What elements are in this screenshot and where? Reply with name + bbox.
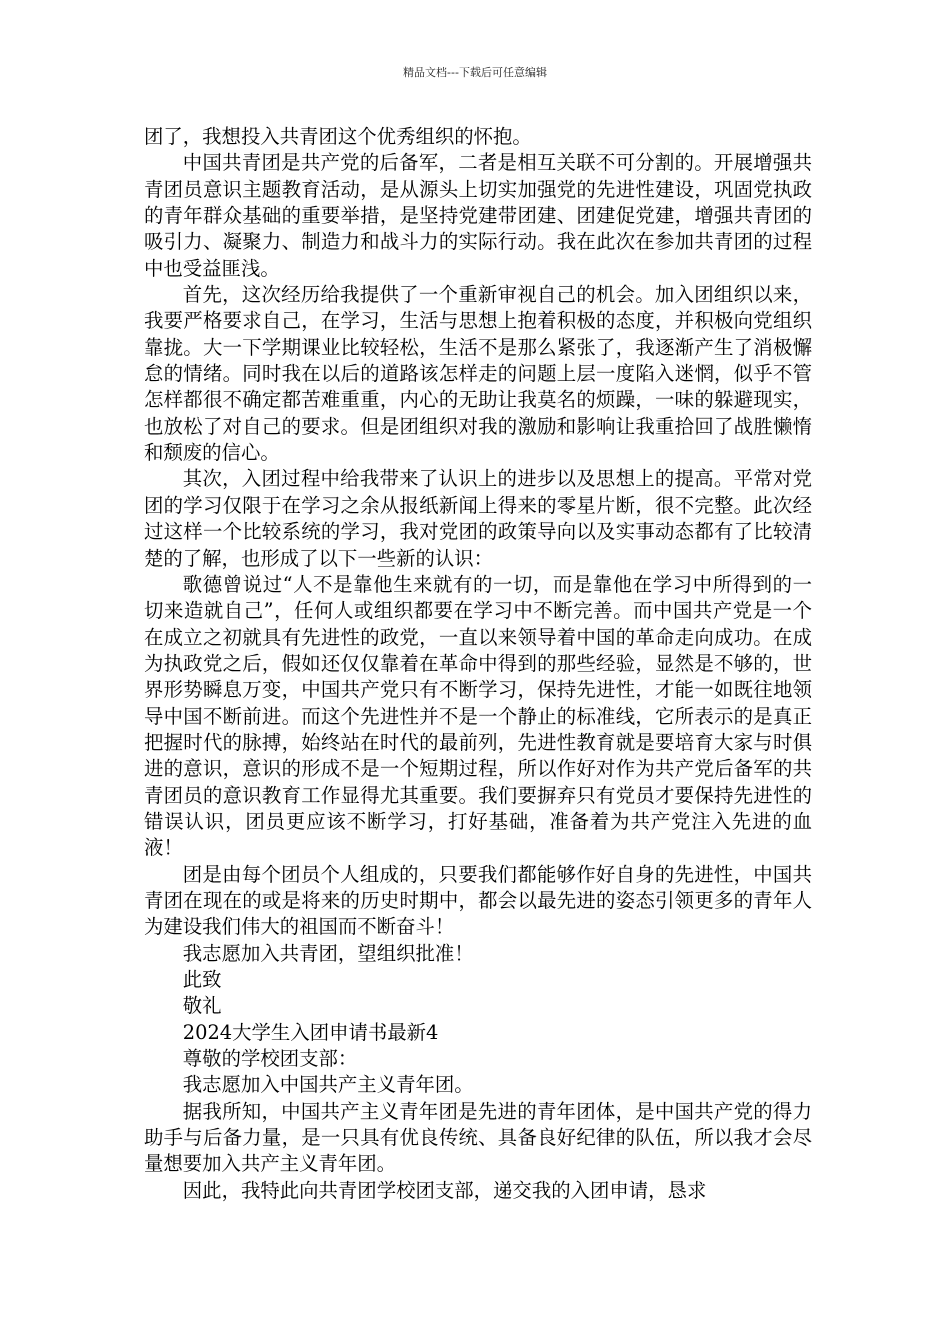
salutation-line: 此致	[182, 968, 222, 991]
salutation-line: 敬礼	[182, 994, 222, 1018]
paragraph: 据我所知，中国共产主义青年团是先进的青年团体，是中国共产党的得力助手与后备力量，是一只具有优良传统、具备良好纪律的队伍，所以我才会尽量想要加入共产主义青年团。	[144, 1099, 812, 1176]
paragraph: 其次，入团过程中给我带来了认识上的进步以及思想上的提高。平常对党团的学习仅限于在学习之余从报纸新闻上得来的零星片断，很不完整。此次经过这样一个比较系统的学习，我对党团的政策导向以及实事动态都有了比较清楚的了解，也形成了以下一些新的认识：	[144, 467, 812, 570]
paragraph: 首先，这次经历给我提供了一个重新审视自己的机会。加入团组织以来，我要严格要求自己，在学习，生活与思想上抱着积极的态度，并积极向党组织靠拢。大一下学期课业比较轻松，生活不是那么紧张了，我逐渐产生了消极懈怠的情绪。同时我在以后的道路该怎样走的问题上层一度陷入迷惘，似乎不管怎样都很不确定都苦难重重，内心的无助让我莫名的烦躁，一味的躲避现实，也放松了对自己的要求。但是团组织对我的激励和影响让我重拾回了战胜懒惰和颓废的信心。	[144, 283, 812, 465]
paragraph: 团是由每个团员个人组成的，只要我们都能够作好自身的先进性，中国共青团在现在的或是将来的历史时期中，都会以最先进的姿态引领更多的青年人为建设我们伟大的祖国而不断奋斗！	[144, 862, 812, 939]
page-header: 精品文档---下载后可任意编辑	[403, 66, 547, 79]
paragraph: 中国共青团是共产党的后备军，二者是相互关联不可分割的。开展增强共青团员意识主题教育活动，是从源头上切实加强党的先进性建设，巩固党执政的青年群众基础的重要举措，是坚持党建带团建、团建促党建，增强共青团的吸引力、凝聚力、制造力和战斗力的实际行动。我在此次在参加共青团的过程中也受益匪浅。	[144, 151, 812, 280]
section-title: 2024大学生入团申请书最新4	[182, 1020, 439, 1044]
paragraph: 因此，我特此向共青团学校团支部，递交我的入团申请，恳求	[182, 1178, 707, 1202]
paragraph: 我志愿加入中国共产主义青年团。	[182, 1073, 474, 1097]
closing-line: 我志愿加入共青团，望组织批准！	[182, 941, 474, 965]
addressee-line: 尊敬的学校团支部：	[182, 1047, 358, 1071]
document-body	[144, 124, 812, 1204]
paragraph: 团了，我想投入共青团这个优秀组织的怀抱。	[144, 125, 532, 148]
paragraph: 歌德曾说过“人不是靠他生来就有的一切，而是靠他在学习中所得到的一切来造就自己”，任何人或组织都要在学习中不断完善。而中国共产党是一个在成立之初就具有先进性的政党，一直以来领导着中国的革命走向成功。在成为执政党之后，假如还仅仅靠着在革命中得到的那些经验，显然是不够的，世界形势瞬息万变，中国共产党只有不断学习，保持先进性，才能一如既往地领导中国不断前进。而这个先进性并不是一个静止的标准线，它所表示的是真正把握时代的脉搏，始终站在时代的最前列，先进性教育就是要培育大家与时俱进的意识，意识的形成不是一个短期过程，所以作好对作为共产党后备军的共青团员的意识教育工作显得尤其重要。我们要摒弃只有党员才要保持先进性的错误认识，团员更应该不断学习，打好基础，准备着为共产党注入先进的血液！	[144, 572, 812, 860]
